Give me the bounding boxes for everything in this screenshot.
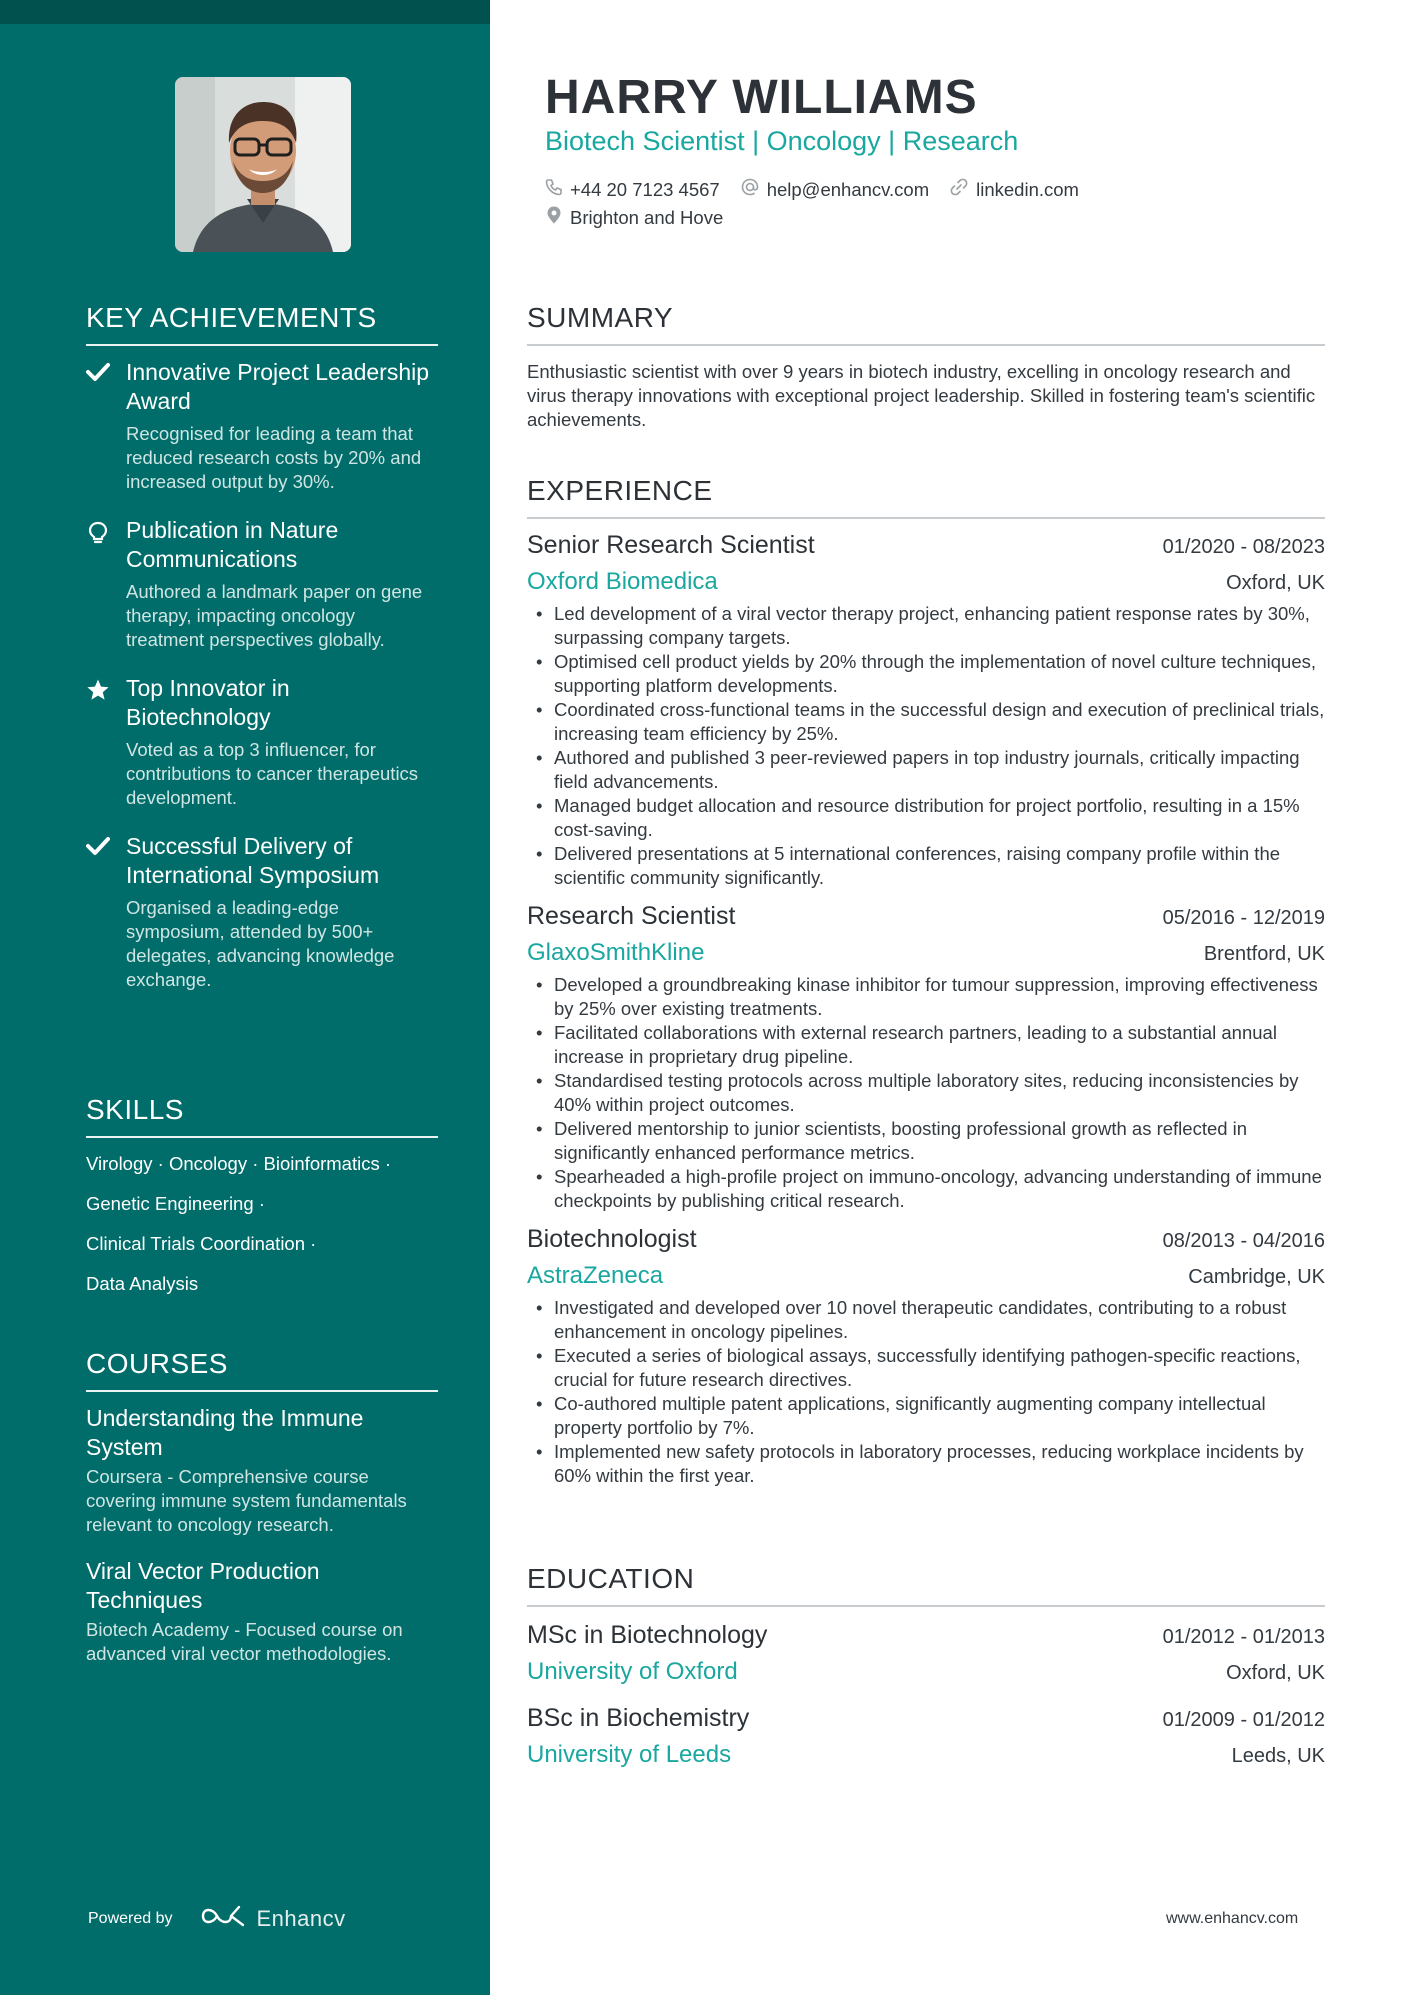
job-dates: 08/2013 - 04/2016 bbox=[1162, 1230, 1325, 1252]
education-title: EDUCATION bbox=[527, 1563, 1325, 1607]
company-name: AstraZeneca bbox=[527, 1262, 664, 1289]
education-entry bbox=[527, 1621, 1325, 1686]
course-description: Coursera - Comprehensive course covering immune system fundamentals relevant to oncology research. bbox=[86, 1466, 407, 1535]
job-bullet: • Standardised testing protocols across multiple laboratory sites, reducing inconsistencies by 40% within project outcomes. bbox=[527, 1069, 1325, 1117]
achievements-list bbox=[86, 358, 438, 992]
summary-section bbox=[527, 302, 1325, 432]
job-title: Biotechnologist bbox=[527, 1225, 697, 1253]
candidate-name: HARRY WILLIAMS bbox=[545, 71, 978, 124]
education-dates: 01/2012 - 01/2013 bbox=[1162, 1626, 1325, 1648]
course-title: Viral Vector Production Techniques bbox=[86, 1558, 320, 1613]
skill-line: Genetic Engineering · bbox=[86, 1193, 265, 1214]
contact-row bbox=[545, 177, 1099, 202]
skills-title: SKILLS bbox=[86, 1094, 438, 1138]
summary-title: SUMMARY bbox=[527, 302, 1325, 346]
achievements-title: KEY ACHIEVEMENTS bbox=[86, 302, 438, 346]
job-bullet: • Delivered mentorship to junior scientists, boosting professional growth as reflected in significantly enhanced performance metrics. bbox=[527, 1117, 1325, 1165]
job-location: Brentford, UK bbox=[1203, 943, 1325, 965]
achievement-title: Publication in Nature Communications bbox=[126, 517, 339, 572]
school-location: Oxford, UK bbox=[1226, 1662, 1325, 1684]
summary-text: Enthusiastic scientist with over 9 years in biotech industry, excelling in oncology research and virus therapy innovations with exceptional project leadership. Skilled in fostering team's scientific achievements. bbox=[527, 361, 1316, 430]
at-icon bbox=[740, 177, 767, 202]
job-location: Oxford, UK bbox=[1226, 572, 1325, 594]
achievement-item bbox=[86, 516, 438, 652]
location-pin-icon bbox=[545, 205, 570, 230]
education-section bbox=[527, 1563, 1325, 1769]
check-icon bbox=[86, 836, 112, 860]
job-bullets bbox=[527, 602, 1325, 890]
courses-section bbox=[86, 1348, 438, 1686]
job-location: Cambridge, UK bbox=[1188, 1266, 1325, 1288]
company-name: GlaxoSmithKline bbox=[527, 939, 705, 966]
experience-section bbox=[527, 475, 1325, 1488]
star-icon bbox=[86, 678, 112, 702]
job-dates: 05/2016 - 12/2019 bbox=[1162, 907, 1325, 929]
achievement-title: Successful Delivery of International Symposium bbox=[126, 833, 380, 888]
achievement-description: Voted as a top 3 influencer, for contributions to cancer therapeutics development. bbox=[126, 739, 419, 808]
job-bullet: • Delivered presentations at 5 international conferences, raising company profile within the scientific community significantly. bbox=[527, 842, 1325, 890]
lightbulb-icon bbox=[86, 520, 112, 544]
course-item bbox=[86, 1404, 438, 1537]
email-address[interactable]: help@enhancv.com bbox=[766, 178, 930, 200]
job-bullet: • Developed a groundbreaking kinase inhibitor for tumour suppression, improving effectiveness by 25% over existing treatments. bbox=[527, 973, 1325, 1021]
achievement-item bbox=[86, 674, 438, 810]
experience-title: EXPERIENCE bbox=[527, 475, 1325, 519]
achievement-item bbox=[86, 832, 438, 992]
powered-by bbox=[88, 1903, 346, 1934]
skills-list bbox=[86, 1152, 438, 1296]
job-entry bbox=[527, 902, 1325, 1213]
linkedin-contact bbox=[949, 177, 1079, 202]
skill-line: Data Analysis bbox=[86, 1273, 199, 1294]
job-title: Senior Research Scientist bbox=[527, 531, 815, 559]
skills-section bbox=[86, 1094, 438, 1312]
achievement-title: Innovative Project Leadership Award bbox=[126, 359, 430, 414]
achievements-section bbox=[86, 302, 438, 1014]
achievement-description: Organised a leading-edge symposium, attended by 500+ delegates, advancing knowledge exchange. bbox=[126, 897, 395, 990]
course-title: Understanding the Immune System bbox=[86, 1405, 364, 1460]
skill-line: Virology · Oncology · Bioinformatics · bbox=[86, 1153, 392, 1174]
course-item bbox=[86, 1557, 438, 1666]
achievement-title: Top Innovator in Biotechnology bbox=[126, 675, 290, 730]
job-dates: 01/2020 - 08/2023 bbox=[1162, 536, 1325, 558]
job-bullet: • Investigated and developed over 10 novel therapeutic candidates, contributing to a robust enhancement in oncology pipelines. bbox=[527, 1296, 1325, 1344]
footer-url[interactable]: www.enhancv.com bbox=[1166, 1910, 1299, 1927]
candidate-headline: Biotech Scientist | Oncology | Research bbox=[545, 126, 1019, 156]
job-bullets bbox=[527, 973, 1325, 1213]
linkedin-url[interactable]: linkedin.com bbox=[976, 178, 1079, 200]
school-name: University of Leeds bbox=[527, 1741, 732, 1768]
job-bullet: • Co-authored multiple patent applications, significantly augmenting company intellectual property portfolio by 7%. bbox=[527, 1392, 1325, 1440]
education-entry bbox=[527, 1704, 1325, 1769]
link-icon bbox=[949, 177, 976, 202]
profile-photo bbox=[175, 77, 351, 252]
school-location: Leeds, UK bbox=[1231, 1745, 1325, 1767]
job-bullet: • Coordinated cross-functional teams in the successful design and execution of preclinical trials, increasing team efficiency by 25%. bbox=[527, 698, 1325, 746]
job-bullet: • Executed a series of biological assays, successfully identifying pathogen-specific reactions, crucial for future research directives. bbox=[527, 1344, 1325, 1392]
course-description: Biotech Academy - Focused course on advanced viral vector methodologies. bbox=[86, 1619, 403, 1664]
check-icon bbox=[86, 362, 112, 386]
courses-title: COURSES bbox=[86, 1348, 438, 1392]
job-bullet: • Managed budget allocation and resource distribution for project portfolio, resulting in a 15% cost-saving. bbox=[527, 794, 1325, 842]
courses-list bbox=[86, 1404, 438, 1666]
job-bullet: • Spearheaded a high-profile project on immuno-oncology, advancing understanding of immune checkpoints by publishing critical research. bbox=[527, 1165, 1325, 1213]
degree-title: BSc in Biochemistry bbox=[527, 1704, 750, 1732]
brand-name: Enhancv bbox=[256, 1905, 346, 1931]
job-bullet: • Led development of a viral vector therapy project, enhancing patient response rates by 30%, surpassing company targets. bbox=[527, 602, 1325, 650]
job-bullet: • Facilitated collaborations with external research partners, leading to a substantial annual increase in proprietary drug pipeline. bbox=[527, 1021, 1325, 1069]
company-name: Oxford Biomedica bbox=[527, 568, 718, 595]
powered-by-label: Powered by bbox=[88, 1909, 173, 1927]
location-text: Brighton and Hove bbox=[570, 206, 724, 228]
enhancv-logo-icon bbox=[199, 1903, 247, 1934]
phone-number: +44 20 7123 4567 bbox=[570, 178, 720, 200]
achievement-description: Authored a landmark paper on gene therapy, impacting oncology treatment perspectives globally. bbox=[126, 581, 423, 650]
achievement-item bbox=[86, 358, 438, 494]
email-contact bbox=[740, 177, 929, 202]
degree-title: MSc in Biotechnology bbox=[527, 1621, 768, 1649]
achievement-description: Recognised for leading a team that reduced research costs by 20% and increased output by 30%. bbox=[126, 423, 422, 492]
job-bullet: • Authored and published 3 peer-reviewed papers in top industry journals, critically impacting field advancements. bbox=[527, 746, 1325, 794]
phone-icon bbox=[545, 178, 570, 201]
job-bullets bbox=[527, 1296, 1325, 1488]
job-bullet: • Optimised cell product yields by 20% through the implementation of novel culture techniques, supporting platform developments. bbox=[527, 650, 1325, 698]
phone-contact bbox=[545, 178, 720, 201]
job-title: Research Scientist bbox=[527, 902, 736, 930]
job-entry bbox=[527, 1225, 1325, 1488]
sidebar-top-bar bbox=[0, 0, 490, 24]
education-dates: 01/2009 - 01/2012 bbox=[1162, 1709, 1325, 1731]
job-bullet: • Implemented new safety protocols in laboratory processes, reducing workplace incidents by 60% within the first year. bbox=[527, 1440, 1325, 1488]
skill-line: Clinical Trials Coordination · bbox=[86, 1233, 317, 1254]
sidebar bbox=[0, 0, 490, 1995]
location-row bbox=[545, 205, 743, 230]
location-contact bbox=[545, 205, 723, 230]
school-name: University of Oxford bbox=[527, 1658, 738, 1685]
job-entry bbox=[527, 531, 1325, 890]
